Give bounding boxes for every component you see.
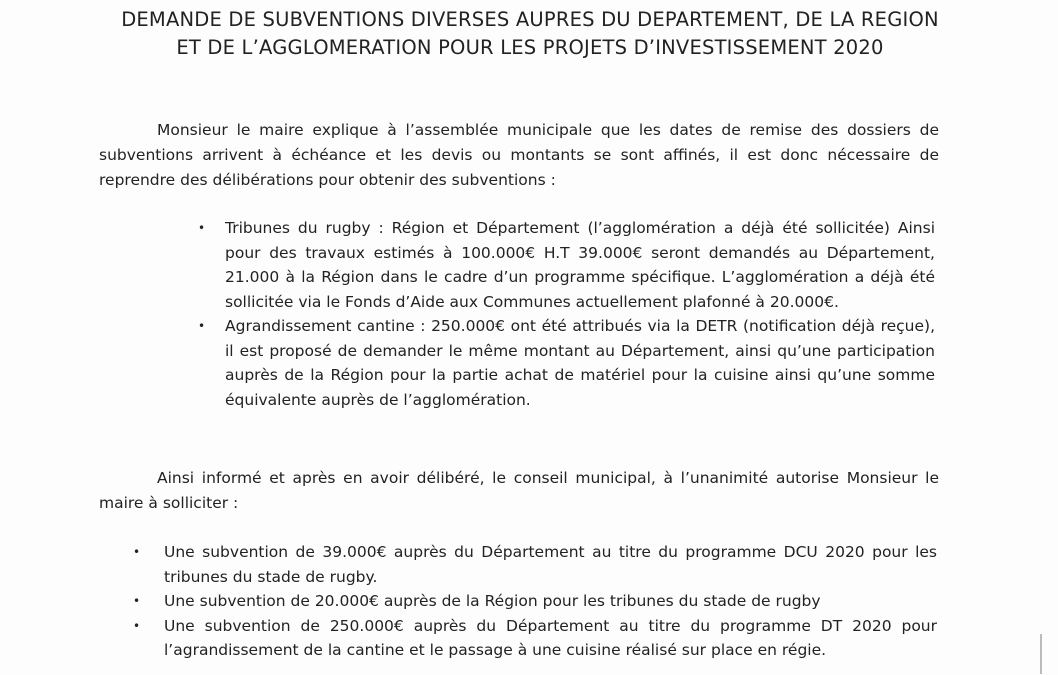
list-item [198,314,935,412]
intro-text: Monsieur le maire explique à l’assemblée municipale que les dates de remise des dossiers de subventions arrivent à échéance et les devis ou montants se sont affinés, il est donc nécessaire de reprendre des délibérations pour obtenir des subventions : [99,121,939,189]
intro-paragraph [99,118,939,193]
list-item [133,540,937,589]
list-item [198,216,935,314]
list-item [133,589,937,614]
project-text: Agrandissement cantine : 250.000€ ont été attribués via la DETR (notification déjà reçue), il est proposé de demander le même montant au Département, ainsi qu’une participation auprès de la Région pour la partie achat de matériel pour la cuisine ainsi qu’une somme équivalente auprès de l’agglomération. [225,317,935,409]
request-text: Une subvention de 250.000€ auprès du Département au titre du programme DT 2020 pour l’agrandissement de la cantine et le passage à une cuisine réalisé sur place en régie. [164,616,937,659]
list-item [133,614,937,663]
bullet-icon: • [133,618,141,633]
bullet-icon: • [198,221,206,235]
projects-list [198,216,935,412]
bullet-icon: • [133,594,141,608]
decision-paragraph [99,466,939,516]
request-text: Une subvention de 20.000€ auprès de la Région pour les tribunes du stade de rugby [164,592,821,610]
request-text: Une subvention de 39.000€ auprès du Département au titre du programme DCU 2020 pour les tribunes du stade de rugby. [164,543,937,586]
document-title-line-1: DEMANDE DE SUBVENTIONS DIVERSES AUPRES DU DEPARTEMENT, DE LA REGION [121,8,939,31]
scan-edge-mark [1040,634,1056,674]
project-text: Tribunes du rugby : Région et Département (l’agglomération a déjà été sollicitée) Ainsi pour des travaux estimés à 100.000€ H.T 39.000€ seront demandés au Département, 21.000 à la Région dans le cadre d’un programme spécifique. L’agglomération a déjà été sollicitée via le Fonds d’Aide aux Communes actuellement plafonné à 20.000€. [225,219,935,311]
bullet-icon: • [198,319,206,333]
bullet-icon: • [133,545,141,559]
document-title-line-2: ET DE L’AGGLOMERATION POUR LES PROJETS D’INVESTISSEMENT 2020 [176,36,884,59]
requests-list [133,540,937,663]
decision-text: Ainsi informé et après en avoir délibéré, le conseil municipal, à l’unanimité autorise Monsieur le maire à solliciter : [99,469,939,512]
